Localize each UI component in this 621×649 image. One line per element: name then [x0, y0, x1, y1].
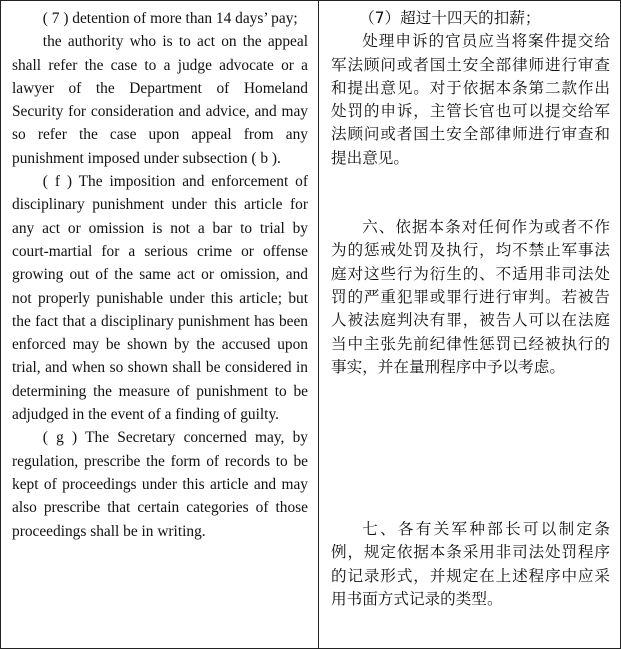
english-paragraph-appeal-referral: the authority who is to act on the appeal shall refer the case to a judge advocate or a lawyer of the Department of Homeland Security for consideration and advice, and may so refer the case upon appeal from any punishment imposed under subsection ( b ). — [12, 33, 308, 167]
english-paragraph-7: ( 7 ) detention of more than 14 days’ pay; — [42, 10, 298, 27]
chinese-paragraph-7-secretary: 七、各有关军种部长可以制定条例，规定依据本条采用非司法处罚程序的记录形式，并规定在上述程序中应采用书面方式记录的类型。 — [331, 520, 610, 609]
english-column — [1, 1, 319, 648]
chinese-paragraph-6: 六、依据本条对任何作为或者不作为的惩戒处罚及执行，均不禁止军事法庭对这些行为衍生的、不适用非司法处罚的严重犯罪或罪行进行审判。若被告人被法庭判决有罪，被告人可以在法庭当中主张先前纪律性惩罚已经被执行的事实，并在量刑程序中予以考虑。 — [331, 218, 610, 376]
spacer — [331, 379, 610, 518]
english-paragraph-g: ( g ) The Secretary concerned may, by regulation, prescribe the form of records to be kept of proceedings under this article and may also prescribe that certain categories of those proceedings shall be in writing. — [12, 429, 308, 540]
english-paragraph-f: ( f ) The imposition and enforcement of disciplinary punishment under this article for any act or omission is not a bar to trial by court-martial for a serious crime or offense growing out of the same act or omission, and not properly punishable under this article; but the fact that a disciplinary punishment has been enforced may be shown by the accused upon trial, and when so shown shall be considered in determining the measure of punishment to be adjudged in the event of a finding of guilty. — [12, 173, 308, 424]
chinese-paragraph-appeal-referral: 处理申诉的官员应当将案件提交给军法顾问或者国土安全部律师进行审查和提出意见。对于依据本条第二款作出处罚的申诉，主管长官也可以提交给军法顾问或者国土安全部律师进行审查和提出意见。 — [331, 32, 610, 167]
spacer — [331, 170, 610, 216]
chinese-paragraph-7: （7）超过十四天的扣薪； — [359, 9, 541, 27]
chinese-column — [319, 1, 620, 648]
